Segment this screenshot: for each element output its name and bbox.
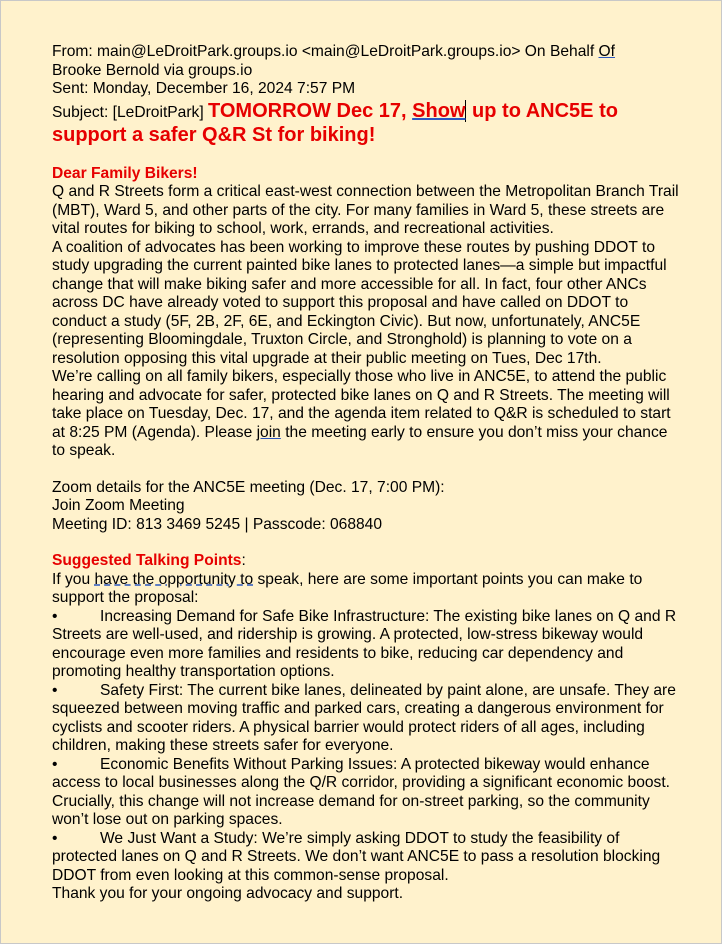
bullet-item: • Economic Benefits Without Parking Issues: A protected bikeway would enhance access to local businesses along the Q/R corridor, providing a significant economic boost. Crucially, this change will not increase demand for on-street parking, so the community won’t lose out on parking spaces. [52,755,671,828]
zoom-details: Zoom details for the ANC5E meeting (Dec. 17, 7:00 PM): [52,478,445,496]
zoom-meeting-id: Meeting ID: 813 3469 5245 | Passcode: 068840 [52,515,383,533]
bullet-item: • Increasing Demand for Safe Bike Infrastructure: The existing bike lanes on Q and R Streets are well-used, and ridership is growing. A protected, low-stress bikeway would encourage even more families and residents to bike, reducing car dependency and promoting healthy transportation options. [52,607,677,680]
sent-line: Sent: Monday, December 16, 2024 7:57 PM [52,80,356,97]
closing-line: Thank you for your ongoing advocacy and support. [52,885,404,902]
subject-show-word: Show [412,99,466,122]
bullet-item: • Safety First: The current bike lanes, delineated by paint alone, are unsafe. They are squeezed between moving traffic and parked cars, creating a dangerous environment for cyclists and scooter riders. A physical barrier would protect riders of all ages, including children, making these streets safer for everyone. [52,681,676,754]
paragraph-2: A coalition of advocates has been working to improve these routes by pushing DDOT to study upgrading the current painted bike lanes to protected lanes—a simple but impactful change that will make biking safer and more accessible for all. In fact, four other ANCs across DC have already voted to support this proposal and have called on DDOT to conduct a study (5F, 2B, 2F, 6E, and Eckington Civic). But now, unfortunately, ANC5E (representing Bloomingdale, Truxton Circle, and Stronghold) is planning to vote on a resolution opposing this vital upgrade at their public meeting on Tues, Dec 17th. [52,238,667,367]
email-document [52,43,682,904]
paragraph-3: We’re calling on all family bikers, especially those who live in ANC5E, to attend the public hearing and advocate for safer, protected bike lanes on Q and R Streets. The meeting will take place on Tuesday, Dec. 17, and the agenda item related to Q&R is scheduled to start at 8:25 PM (Agenda). Please join the meeting early to ensure you don’t miss your chance to speak. [52,368,671,459]
from-line-2: Brooke Bernold via groups.io [52,61,253,79]
bullet-item: • We Just Want a Study: We’re simply asking DDOT to study the feasibility of protected lanes on Q and R Streets. We don’t want ANC5E to pass a resolution blocking DDOT from even looking at this common-sense proposal. [52,829,661,884]
talking-points-intro: If you have the opportunity to speak, here are some important points you can make to support the proposal: [52,570,643,606]
subject-line: Subject: [LeDroitPark] TOMORROW Dec 17, Show up to ANC5E to support a safer Q&R St for biking! [52,99,618,146]
from-of-word: Of [598,43,615,60]
talking-points-heading: Suggested Talking Points: [52,552,246,569]
paragraph-1: Q and R Streets form a critical east-west connection between the Metropolitan Branch Trail (MBT), Ward 5, and other parts of the city. For many families in Ward 5, these streets are vital routes for biking to school, work, errands, and recreational activities. [52,183,679,237]
join-link[interactable]: join [256,423,281,441]
from-line: From: main@LeDroitPark.groups.io <main@LeDroitPark.groups.io> On Behalf Of [52,43,615,60]
greeting: Dear Family Bikers! [52,164,198,182]
zoom-join: Join Zoom Meeting [52,497,185,514]
